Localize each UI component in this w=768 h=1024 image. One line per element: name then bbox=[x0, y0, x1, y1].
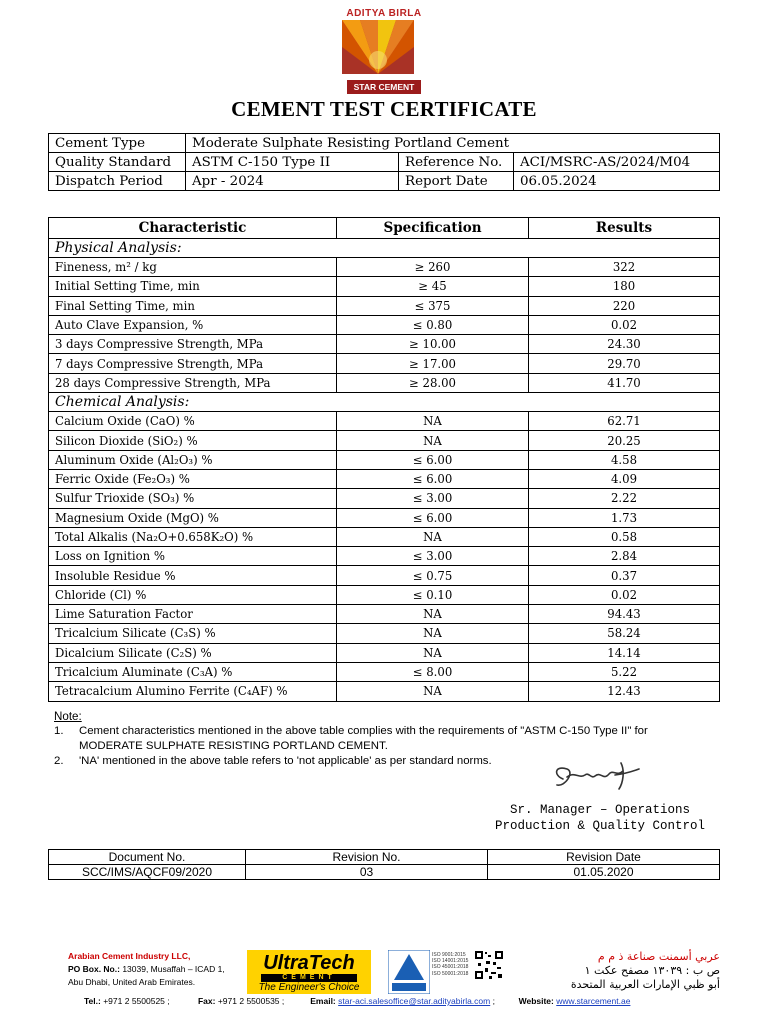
fax-label: Fax: bbox=[197, 996, 216, 1006]
reference-label: Reference No. bbox=[399, 153, 514, 172]
result-cell: 0.02 bbox=[529, 315, 720, 334]
ultratech-tagline: The Engineer's Choice bbox=[258, 982, 360, 993]
table-row bbox=[49, 566, 720, 585]
cement-type-value: Moderate Sulphate Resisting Portland Cement bbox=[186, 134, 720, 153]
table-row bbox=[49, 412, 720, 431]
specification-cell: NA bbox=[337, 605, 529, 624]
report-date-value: 06.05.2024 bbox=[514, 172, 720, 191]
result-cell: 24.30 bbox=[529, 335, 720, 354]
doc-header-revision-date: Revision Date bbox=[488, 850, 720, 865]
result-cell: 62.71 bbox=[529, 412, 720, 431]
characteristic-cell: Auto Clave Expansion, % bbox=[49, 315, 337, 334]
specification-cell: ≤ 3.00 bbox=[337, 547, 529, 566]
table-row bbox=[49, 585, 720, 604]
ultratech-cement-bar: CEMENT bbox=[261, 974, 357, 982]
table-row bbox=[49, 469, 720, 488]
iso-line: ISO 45001:2018 bbox=[432, 964, 469, 971]
section-row-physical bbox=[49, 239, 720, 258]
cement-type-label: Cement Type bbox=[49, 134, 186, 153]
result-cell: 0.37 bbox=[529, 566, 720, 585]
result-cell: 5.22 bbox=[529, 662, 720, 681]
characteristic-cell: Tricalcium Silicate (C₃S) % bbox=[49, 624, 337, 643]
dispatch-period-label: Dispatch Period bbox=[49, 172, 186, 191]
notes-label: Note: bbox=[54, 710, 82, 723]
note-2-text: 'NA' mentioned in the above table refers to 'not applicable' as per standard norms. bbox=[79, 755, 492, 767]
characteristic-cell: Aluminum Oxide (Al₂O₃) % bbox=[49, 450, 337, 469]
quality-standard-value: ASTM C-150 Type II bbox=[186, 153, 399, 172]
iso-certifications bbox=[432, 952, 468, 977]
signature-icon bbox=[545, 757, 655, 797]
ultratech-logo bbox=[247, 950, 371, 994]
characteristic-cell: Magnesium Oxide (MgO) % bbox=[49, 508, 337, 527]
logo-brand-top: ADITYA BIRLA bbox=[346, 8, 422, 19]
email-label: Email: bbox=[310, 996, 336, 1006]
doc-value-row bbox=[49, 865, 720, 880]
note-1-line-1: Cement characteristics mentioned in the above table complies with the requirements of "ASTM C-150 Type II" for bbox=[79, 725, 648, 737]
table-row bbox=[49, 624, 720, 643]
header-characteristic: Characteristic bbox=[49, 218, 337, 239]
result-cell: 94.43 bbox=[529, 605, 720, 624]
arabic-company-address bbox=[512, 950, 720, 992]
table-row bbox=[49, 258, 720, 277]
result-cell: 58.24 bbox=[529, 624, 720, 643]
note-item bbox=[54, 724, 648, 739]
result-cell: 1.73 bbox=[529, 508, 720, 527]
note-number: 2. bbox=[54, 755, 64, 767]
iso-line: ISO 14001:2015 bbox=[432, 958, 469, 965]
specification-cell: ≥ 28.00 bbox=[337, 373, 529, 392]
characteristic-cell: 28 days Compressive Strength, MPa bbox=[49, 373, 337, 392]
contact-line bbox=[84, 996, 724, 1006]
logo-brand-bottom: STAR CEMENT bbox=[347, 80, 421, 94]
result-cell: 2.22 bbox=[529, 489, 720, 508]
table-row bbox=[49, 354, 720, 373]
table-row bbox=[49, 431, 720, 450]
aditya-birla-logo bbox=[342, 8, 426, 90]
characteristic-cell: Tricalcium Aluminate (C₃A) % bbox=[49, 662, 337, 681]
note-item-continued bbox=[54, 739, 648, 754]
result-cell: 14.14 bbox=[529, 643, 720, 662]
iso-line: ISO 50001:2018 bbox=[432, 970, 469, 977]
table-row bbox=[49, 682, 720, 701]
po-box-label: PO Box. No.: bbox=[68, 964, 120, 974]
specification-cell: ≥ 45 bbox=[337, 277, 529, 296]
specification-cell: ≤ 0.80 bbox=[337, 315, 529, 334]
characteristic-cell: Sulfur Trioxide (SO₃) % bbox=[49, 489, 337, 508]
signatory-block bbox=[480, 802, 720, 834]
characteristic-cell: Initial Setting Time, min bbox=[49, 277, 337, 296]
tel-label: Tel.: bbox=[84, 996, 101, 1006]
table-row bbox=[49, 527, 720, 546]
specification-cell: ≤ 0.75 bbox=[337, 566, 529, 585]
characteristic-cell: Fineness, m² / kg bbox=[49, 258, 337, 277]
characteristic-cell: Chloride (Cl) % bbox=[49, 585, 337, 604]
signatory-title: Sr. Manager – Operations bbox=[509, 803, 691, 817]
email-link[interactable]: star-aci.salesoffice@star.adityabirla.com bbox=[338, 996, 491, 1006]
characteristic-cell: 3 days Compressive Strength, MPa bbox=[49, 335, 337, 354]
arabic-line-3: أبو ظبي الإمارات العربية المتحدة bbox=[570, 978, 720, 991]
tuv-certification-icon bbox=[388, 950, 430, 994]
document-no-value: SCC/IMS/AQCF09/2020 bbox=[49, 865, 246, 880]
doc-header-row bbox=[49, 850, 720, 865]
specification-cell: NA bbox=[337, 431, 529, 450]
info-row bbox=[49, 172, 720, 191]
table-row bbox=[49, 335, 720, 354]
header-results: Results bbox=[529, 218, 720, 239]
info-row bbox=[49, 134, 720, 153]
arabic-line-1: عربي أسمنت صناعة ذ م م bbox=[597, 950, 720, 963]
arabic-line-2: ص ب : ١٣٠٣٩ مصفح عكت ١ bbox=[584, 964, 720, 977]
table-row bbox=[49, 489, 720, 508]
table-row bbox=[49, 450, 720, 469]
result-cell: 4.58 bbox=[529, 450, 720, 469]
table-row bbox=[49, 547, 720, 566]
rising-sun-logo-icon bbox=[342, 20, 414, 74]
result-cell: 180 bbox=[529, 277, 720, 296]
result-cell: 41.70 bbox=[529, 373, 720, 392]
specification-cell: NA bbox=[337, 412, 529, 431]
note-number: 1. bbox=[54, 725, 64, 737]
reference-value: ACI/MSRC-AS/2024/M04 bbox=[514, 153, 720, 172]
section-row-chemical bbox=[49, 393, 720, 412]
specification-cell: ≤ 6.00 bbox=[337, 469, 529, 488]
characteristic-cell: Calcium Oxide (CaO) % bbox=[49, 412, 337, 431]
result-cell: 4.09 bbox=[529, 469, 720, 488]
specification-cell: ≥ 17.00 bbox=[337, 354, 529, 373]
address-line-2: Abu Dhabi, United Arab Emirates. bbox=[68, 977, 196, 987]
specification-cell: NA bbox=[337, 527, 529, 546]
fax-value: +971 2 5500535 ; bbox=[217, 996, 285, 1006]
test-results-table bbox=[48, 217, 720, 702]
company-name: Arabian Cement Industry LLC, bbox=[68, 951, 191, 961]
characteristic-cell: Insoluble Residue % bbox=[49, 566, 337, 585]
company-address bbox=[68, 950, 225, 989]
chemical-analysis-title: Chemical Analysis: bbox=[49, 393, 720, 412]
tel-value: +971 2 5500525 ; bbox=[103, 996, 170, 1006]
qr-code-icon bbox=[474, 950, 504, 980]
dispatch-period-value: Apr - 2024 bbox=[186, 172, 399, 191]
info-row bbox=[49, 153, 720, 172]
revision-no-value: 03 bbox=[246, 865, 488, 880]
specification-cell: ≤ 3.00 bbox=[337, 489, 529, 508]
quality-standard-label: Quality Standard bbox=[49, 153, 186, 172]
characteristic-cell: Final Setting Time, min bbox=[49, 296, 337, 315]
physical-analysis-title: Physical Analysis: bbox=[49, 239, 720, 258]
result-cell: 12.43 bbox=[529, 682, 720, 701]
header-specification: Specification bbox=[337, 218, 529, 239]
result-cell: 220 bbox=[529, 296, 720, 315]
table-row bbox=[49, 662, 720, 681]
table-row bbox=[49, 277, 720, 296]
characteristic-cell: 7 days Compressive Strength, MPa bbox=[49, 354, 337, 373]
signatory-department: Production & Quality Control bbox=[494, 819, 706, 833]
table-row bbox=[49, 296, 720, 315]
po-box-value: 13039, Musaffah – ICAD 1, bbox=[119, 964, 225, 974]
result-cell: 29.70 bbox=[529, 354, 720, 373]
note-1-line-2: MODERATE SULPHATE RESISTING PORTLAND CEMENT. bbox=[79, 740, 388, 752]
characteristic-cell: Lime Saturation Factor bbox=[49, 605, 337, 624]
specification-cell: ≥ 10.00 bbox=[337, 335, 529, 354]
characteristic-cell: Silicon Dioxide (SiO₂) % bbox=[49, 431, 337, 450]
result-cell: 0.58 bbox=[529, 527, 720, 546]
doc-header-document-no: Document No. bbox=[49, 850, 246, 865]
certificate-info-table bbox=[48, 133, 720, 191]
specification-cell: ≤ 0.10 bbox=[337, 585, 529, 604]
revision-date-value: 01.05.2020 bbox=[488, 865, 720, 880]
specification-cell: NA bbox=[337, 624, 529, 643]
specification-cell: ≤ 6.00 bbox=[337, 508, 529, 527]
doc-header-revision-no: Revision No. bbox=[246, 850, 488, 865]
table-row bbox=[49, 508, 720, 527]
document-control-table bbox=[48, 849, 720, 880]
po-box-line bbox=[68, 963, 225, 976]
iso-line: ISO 9001:2015 bbox=[432, 952, 466, 958]
report-date-label: Report Date bbox=[399, 172, 514, 191]
specification-cell: ≤ 6.00 bbox=[337, 450, 529, 469]
characteristic-cell: Dicalcium Silicate (C₂S) % bbox=[49, 643, 337, 662]
characteristic-cell: Ferric Oxide (Fe₂O₃) % bbox=[49, 469, 337, 488]
specification-cell: NA bbox=[337, 643, 529, 662]
table-row bbox=[49, 373, 720, 392]
characteristic-cell: Tetracalcium Alumino Ferrite (C₄AF) % bbox=[49, 682, 337, 701]
website-label: Website: bbox=[518, 996, 554, 1006]
result-cell: 2.84 bbox=[529, 547, 720, 566]
specification-cell: ≥ 260 bbox=[337, 258, 529, 277]
result-cell: 0.02 bbox=[529, 585, 720, 604]
table-header-row bbox=[49, 218, 720, 239]
table-row bbox=[49, 315, 720, 334]
table-row bbox=[49, 605, 720, 624]
specification-cell: ≤ 375 bbox=[337, 296, 529, 315]
table-row bbox=[49, 643, 720, 662]
email-separator: ; bbox=[490, 996, 495, 1006]
page-title: CEMENT TEST CERTIFICATE bbox=[231, 97, 537, 121]
specification-cell: NA bbox=[337, 682, 529, 701]
ultratech-wordmark: UltraTech bbox=[263, 952, 355, 974]
result-cell: 322 bbox=[529, 258, 720, 277]
characteristic-cell: Total Alkalis (Na₂O+0.658K₂O) % bbox=[49, 527, 337, 546]
result-cell: 20.25 bbox=[529, 431, 720, 450]
website-link[interactable]: www.starcement.ae bbox=[556, 996, 631, 1006]
specification-cell: ≤ 8.00 bbox=[337, 662, 529, 681]
characteristic-cell: Loss on Ignition % bbox=[49, 547, 337, 566]
